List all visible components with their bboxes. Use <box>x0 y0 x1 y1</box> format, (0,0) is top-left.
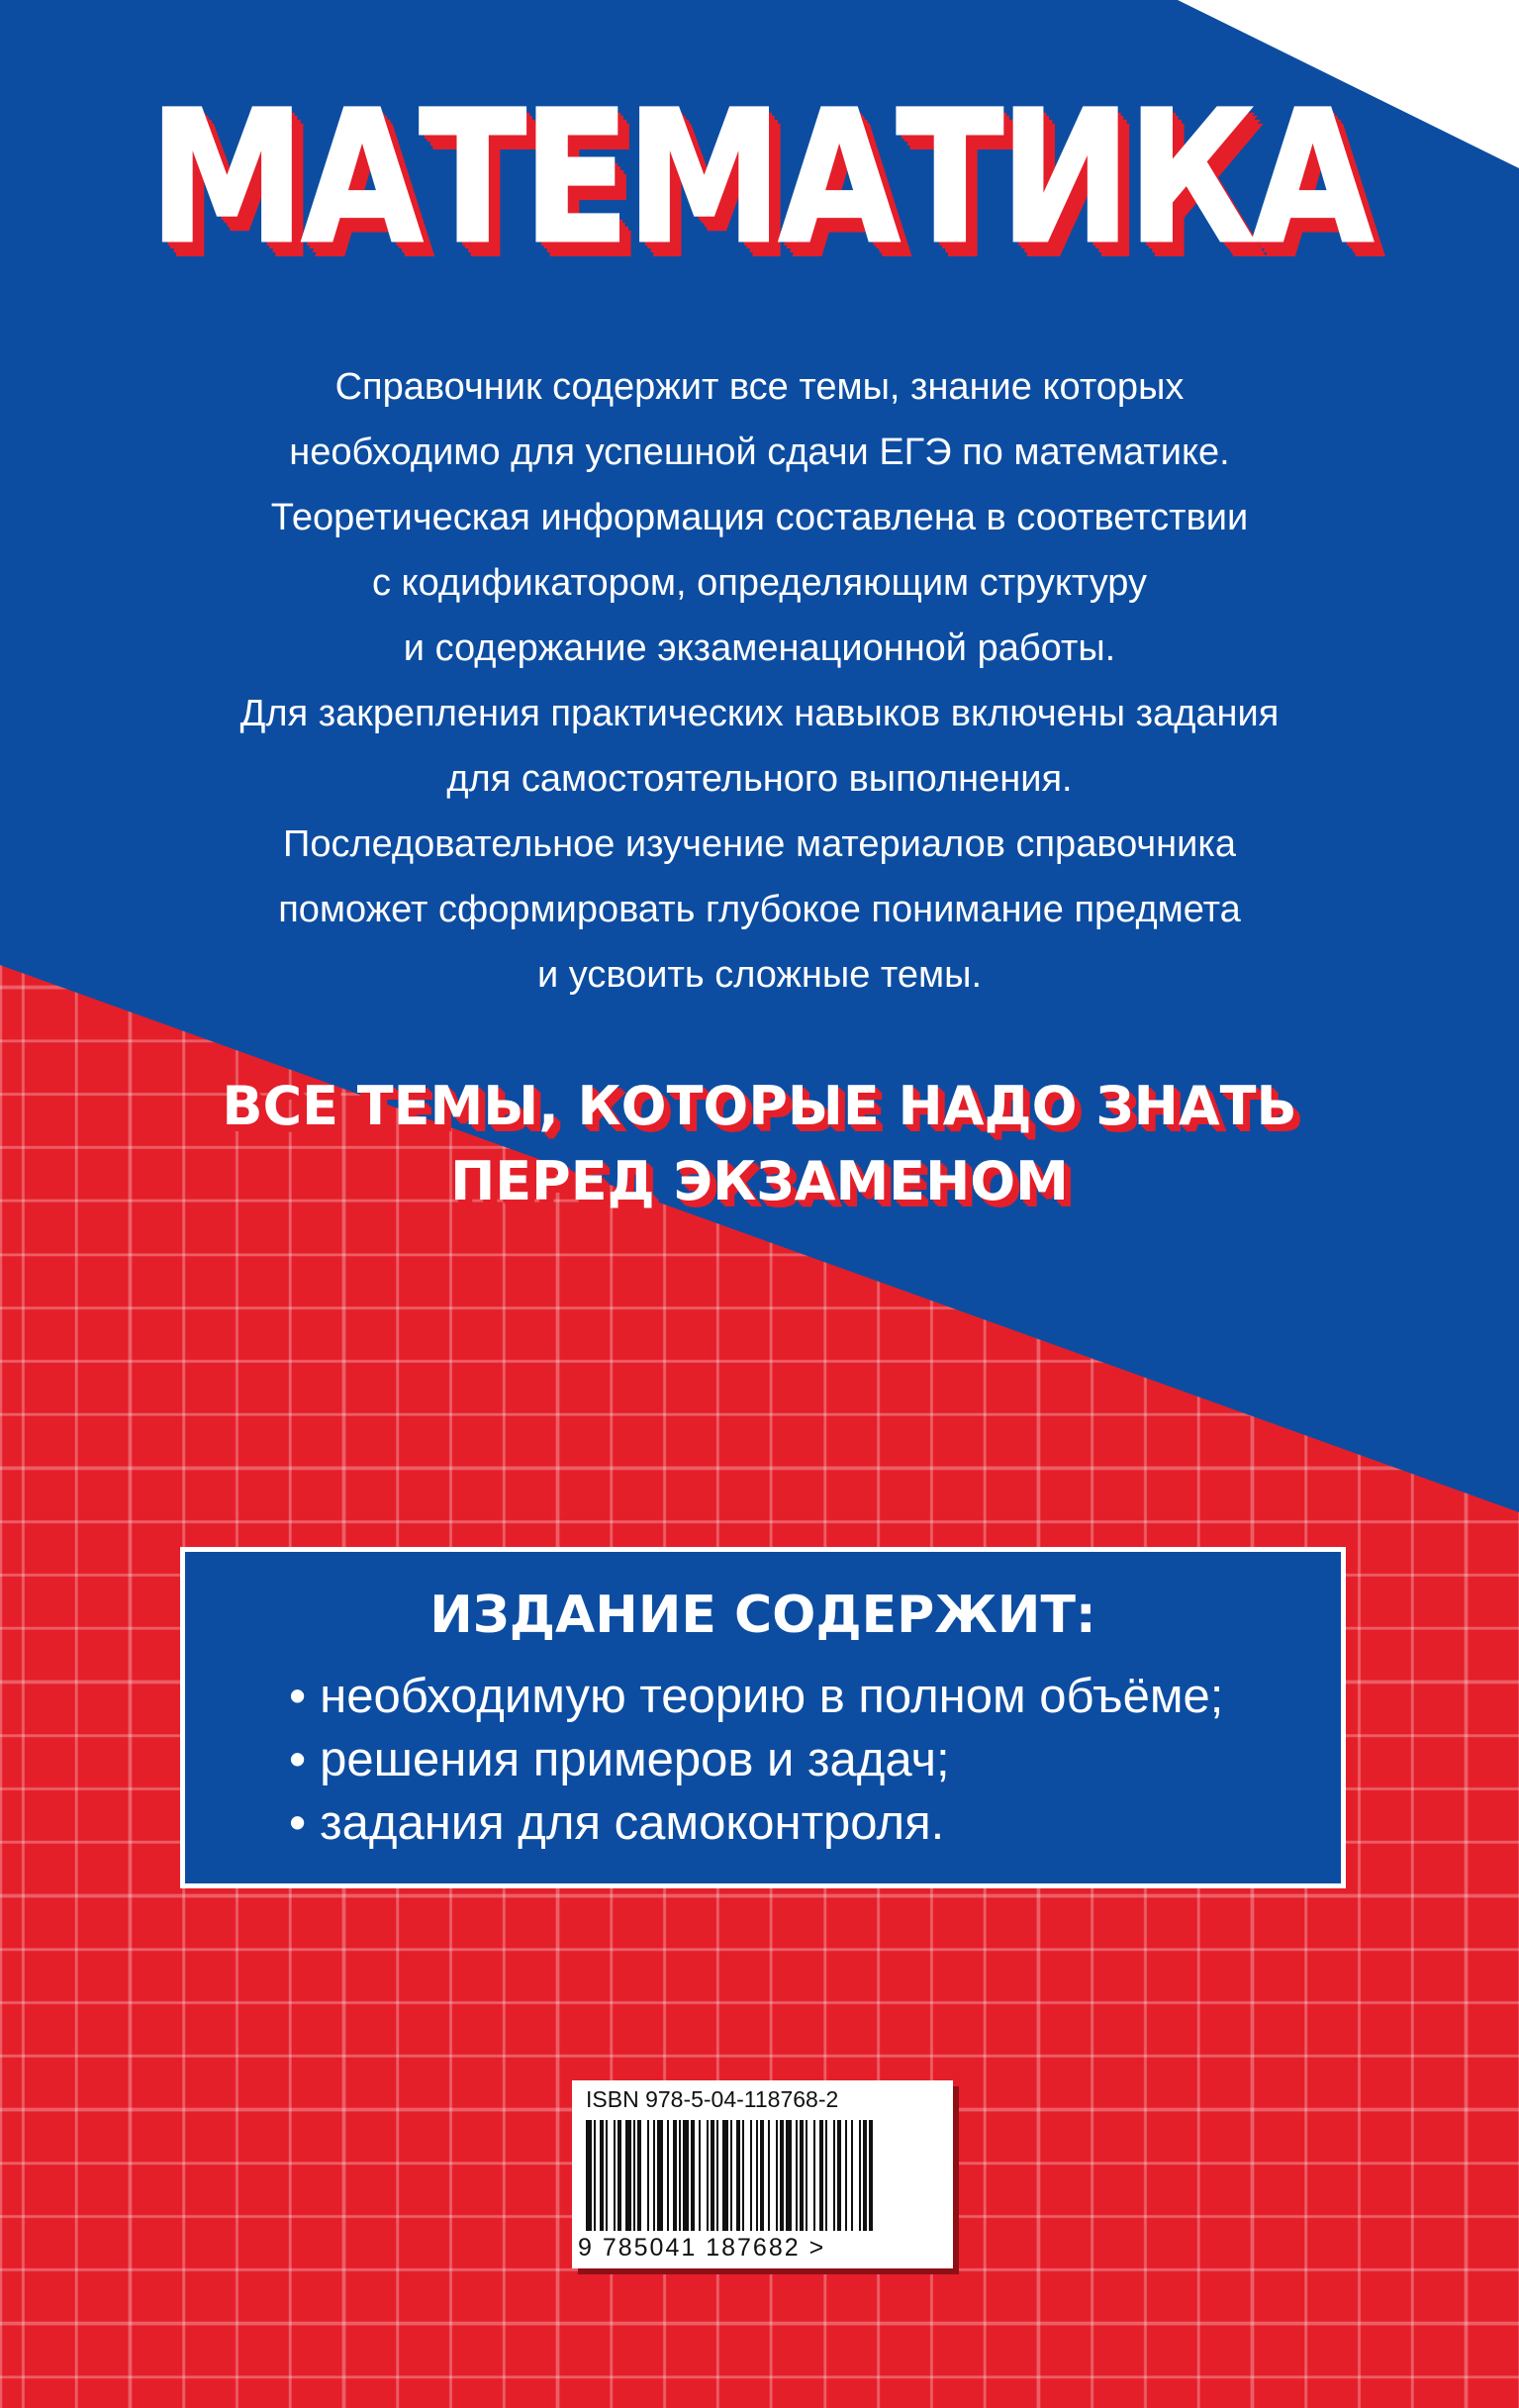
isbn-label: ISBN 978-5-04-118768-2 <box>586 2086 839 2112</box>
description-line: с кодификатором, определяющим структуру <box>371 562 1148 604</box>
description-line: поможет сформировать глубокое понимание предмета <box>278 889 1241 930</box>
slogan-line: ВСЕ ТЕМЫ, КОТОРЫЕ НАДО ЗНАТЬ <box>222 1075 1297 1137</box>
list-item: • задания для самоконтроля. <box>289 1791 1223 1855</box>
description-line: Справочник содержит все темы, знание которых <box>334 366 1185 408</box>
list-item: • необходимую теорию в полном объёме; <box>289 1665 1223 1728</box>
description-line: для самостоятельного выполнения. <box>446 758 1073 800</box>
description-line: необходимо для успешной сдачи ЕГЭ по математике. <box>289 432 1230 473</box>
description-text <box>0 354 1519 1008</box>
eksmo-logo-icon <box>890 2143 945 2218</box>
description-line: и усвоить сложные темы. <box>536 954 983 996</box>
barcode-digits: 9 785041 187682 > <box>578 2234 826 2262</box>
edition-contents-box <box>180 1547 1346 1888</box>
description-line: Для закрепления практических навыков включены задания <box>239 693 1280 734</box>
description-line: Теоретическая информация составлена в соответствии <box>270 497 1249 538</box>
description-line: и содержание экзаменационной работы. <box>403 627 1116 669</box>
contents-list <box>289 1665 1223 1855</box>
barcode-bars <box>586 2120 939 2231</box>
cover-title: МАТЕМАТИКА <box>148 72 1371 284</box>
list-item: • решения примеров и задач; <box>289 1728 1223 1791</box>
description-line: Последовательное изучение материалов справочника <box>283 823 1236 865</box>
contents-heading: ИЗДАНИЕ СОДЕРЖИТ: <box>429 1586 1096 1645</box>
slogan <box>0 1069 1519 1219</box>
slogan-line: ПЕРЕД ЭКЗАМЕНОМ <box>450 1150 1069 1212</box>
